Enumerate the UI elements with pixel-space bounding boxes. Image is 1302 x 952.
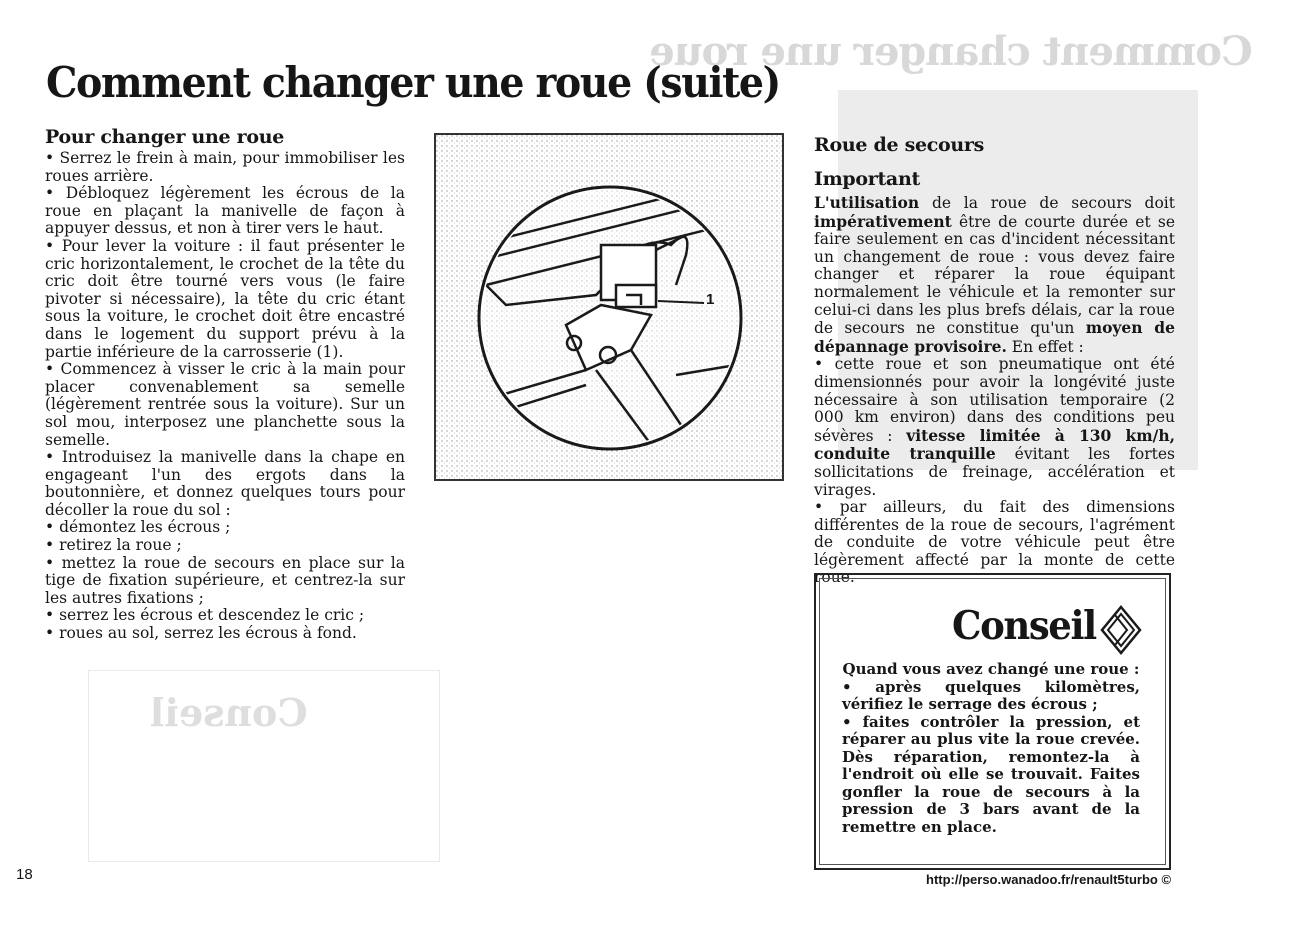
step-paragraph: • Débloquez légèrement les écrous de la roue en plaçant la manivelle de façon à appuyer dessus, et non à tirer vers le haut. bbox=[45, 184, 405, 238]
body-text: En effet : bbox=[1006, 337, 1084, 356]
left-column bbox=[45, 126, 405, 643]
step-paragraph: • Pour lever la voiture : il faut présenter le cric horizontalement, le crochet de la tête du cric doit être tourné vers vous (le faire pivoter si nécessaire), la tête du cric étant sous la voiture, le crochet doit être encastré dans le logement du support prévu à la partie inférieure de la carrosserie (1). bbox=[45, 236, 405, 361]
important-paragraph bbox=[814, 194, 1175, 356]
bleed-through-title: Comment changer une roue bbox=[650, 28, 1253, 75]
conseil-item: • après quelques kilomètres, vérifiez le serrage des écrous ; bbox=[842, 677, 1140, 713]
jack-illustration bbox=[434, 133, 784, 481]
emphasis-text: moyen de dépannage provisoire. bbox=[814, 318, 1175, 356]
driving-paragraph: • par ailleurs, du fait des dimensions différentes de la roue de secours, l'agrément de conduite de votre véhicule peut être légèrement affecté par la monte de cette roue. bbox=[814, 498, 1175, 587]
step-paragraph: • mettez la roue de secours en place sur la tige de fixation supérieure, et centrez-la sur les autres fixations ; bbox=[45, 553, 405, 607]
jack-drawing bbox=[436, 135, 782, 479]
page-number: 18 bbox=[16, 866, 33, 883]
body-text: évitant les fortes sollicitations de freinage, accélération et virages. bbox=[814, 445, 1175, 499]
emphasis-text: vitesse limitée à 130 km/h, conduite tranquille bbox=[814, 425, 1175, 464]
body-text: • cette roue et son pneumatique ont été dimensionnés pour avoir la longévité juste nécessaire à son utilisation temporaire (2 000 km environ) dans des conditions peu sévères : bbox=[814, 355, 1175, 445]
emphasis-text: L'utilisation bbox=[814, 193, 920, 212]
section-subheading-important: Important bbox=[814, 168, 920, 190]
step-paragraph: • serrez les écrous et descendez le cric ; bbox=[45, 606, 365, 625]
step-paragraph: • retirez la roue ; bbox=[45, 536, 182, 555]
section-heading-changer: Pour changer une roue bbox=[45, 126, 285, 148]
footer-url: http://perso.wanadoo.fr/renault5turbo © bbox=[926, 872, 1172, 887]
step-paragraph: • Commencez à visser le cric à la main pour placer convenablement sa semelle (légèrement rentrée sous la voiture). Sur un sol mou, interposez une planchette sous la semelle. bbox=[45, 360, 405, 449]
bleed-through-conseil: Conseil bbox=[150, 690, 308, 735]
step-paragraph: • Introduisez la manivelle dans la chape en engageant l'un des ergots dans la boutonnière, et donnez quelques tours pour décoller la roue du sol : bbox=[45, 448, 405, 519]
step-paragraph: • Serrez le frein à main, pour immobiliser les roues arrière. bbox=[45, 149, 405, 185]
spare-tyre-paragraph bbox=[814, 356, 1175, 499]
step-paragraph: • roues au sol, serrez les écrous à fond. bbox=[45, 624, 357, 643]
conseil-item: • faites contrôler la pression, et réparer au plus vite la roue crevée. Dès réparation, remontez-la à l'endroit où elle se trouvait. Faites gonfler la roue de secours à la pression de 3 bars avant de la remettre en place. bbox=[842, 712, 1140, 836]
renault-logo-icon bbox=[1100, 605, 1142, 655]
body-text: être de courte durée et se faire seulement en cas d'incident nécessitant un changement de roue : vous devez faire changer et réparer la roue équipant normalement le véhicule et la remonter sur celui-ci dans les plus brefs délais, car la roue de secours ne constitue qu'un bbox=[814, 212, 1175, 338]
conseil-text bbox=[842, 661, 1140, 836]
conseil-lead: Quand vous avez changé une roue : bbox=[842, 660, 1140, 678]
step-paragraph: • démontez les écrous ; bbox=[45, 518, 231, 537]
emphasis-text: impérativement bbox=[814, 211, 952, 231]
page-title: Comment changer une roue (suite) bbox=[46, 58, 780, 107]
body-text: de la roue de secours doit bbox=[919, 194, 1175, 212]
figure-callout-1: 1 bbox=[706, 291, 715, 308]
right-column bbox=[814, 134, 1175, 587]
conseil-title: Conseil bbox=[952, 603, 1096, 649]
conseil-box bbox=[814, 573, 1171, 870]
section-heading-roue-de-secours: Roue de secours bbox=[814, 134, 985, 156]
